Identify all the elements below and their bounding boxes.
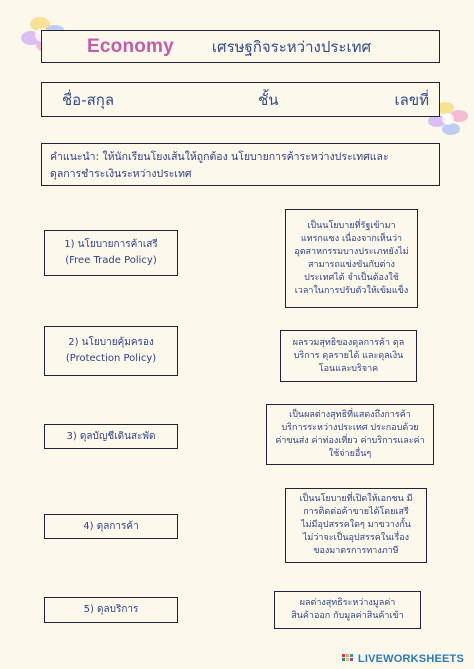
definition-text: เป็นนโยบายที่เปิดให้เอกชน มี การติดต่อค้าขายได้โดยเสรี ไม่มีอุปสรรคใดๆ มาขวางกั้น ไม่ว่าจะเป็นอุปสรรคในเรื่อง ของมาตรการทางภาษี xyxy=(299,494,413,556)
definition-box-2[interactable] xyxy=(280,330,417,382)
definition-text: ผลต่างสุทธิระหว่างมูลค่า สินค้าออก กับมูลค่าสินค้าเข้า xyxy=(291,598,404,621)
definition-box-1[interactable] xyxy=(285,209,418,308)
term-box-3[interactable] xyxy=(44,424,178,449)
term-box-5[interactable] xyxy=(44,597,178,623)
definition-box-5[interactable] xyxy=(274,591,421,629)
instruction-box: คำแนะนำ: ให้นักเรียนโยงเส้นให้ถูกต้อง นโยบายการค้าระหว่างประเทศและดุลการชำระเงินระหว่างประเทศ xyxy=(41,143,440,186)
term-box-2[interactable] xyxy=(44,326,178,376)
term-label: 3) ดุลบัญชีเดินสะพัด xyxy=(66,430,156,442)
definition-text: เป็นผลต่างสุทธิที่แสดงถึงการค้า บริการระหว่างประเทศ ประกอบด้วย ค่าขนส่ง ค่าท่องเที่ยว ค่าบริการและค่า ใช้จ่ายอื่นๆ xyxy=(275,409,425,459)
definition-box-4[interactable] xyxy=(285,488,427,563)
definition-text: เป็นนโยบายที่รัฐเข้ามา แทรกแซง เนื่องจากเห็นว่า อุตสาหกรรมบางประเภทยังไม่ สามารถแข่งขันกับต่าง ประเทศได้ จำเป็นต้องใช้ เวลาในการปรับตัวให้เข้มแข็ง xyxy=(294,220,409,296)
term-box-1[interactable] xyxy=(44,230,178,276)
class-label: ชั้น xyxy=(258,90,279,109)
worksheet-title: Economy xyxy=(87,35,174,57)
name-label: ชื่อ-สกุล xyxy=(62,90,115,109)
term-label: 4) ดุลการค้า xyxy=(83,520,139,532)
definition-box-3[interactable] xyxy=(266,404,434,465)
term-box-4[interactable] xyxy=(44,514,178,539)
definition-text: ผลรวมสุทธิของดุลการค้า ดุล บริการ ดุลรายได้ และดุลเงิน โอนและบริจาค xyxy=(292,337,405,374)
term-label: 5) ดุลบริการ xyxy=(83,604,139,615)
student-info-box xyxy=(41,82,440,117)
worksheet-subtitle: เศรษฐกิจระหว่างประเทศ xyxy=(211,37,372,56)
number-label: เลขที่ xyxy=(394,90,429,109)
title-banner xyxy=(41,30,440,63)
liveworksheets-logo-icon xyxy=(342,654,354,664)
liveworksheets-watermark xyxy=(342,653,464,665)
term-label: 1) นโยบายการค้าเสรี (Free Trade Policy) xyxy=(64,239,158,266)
watermark-text: LIVEWORKSHEETS xyxy=(357,653,464,665)
term-label: 2) นโยบายคุ้มครอง (Protection Policy) xyxy=(65,337,157,364)
